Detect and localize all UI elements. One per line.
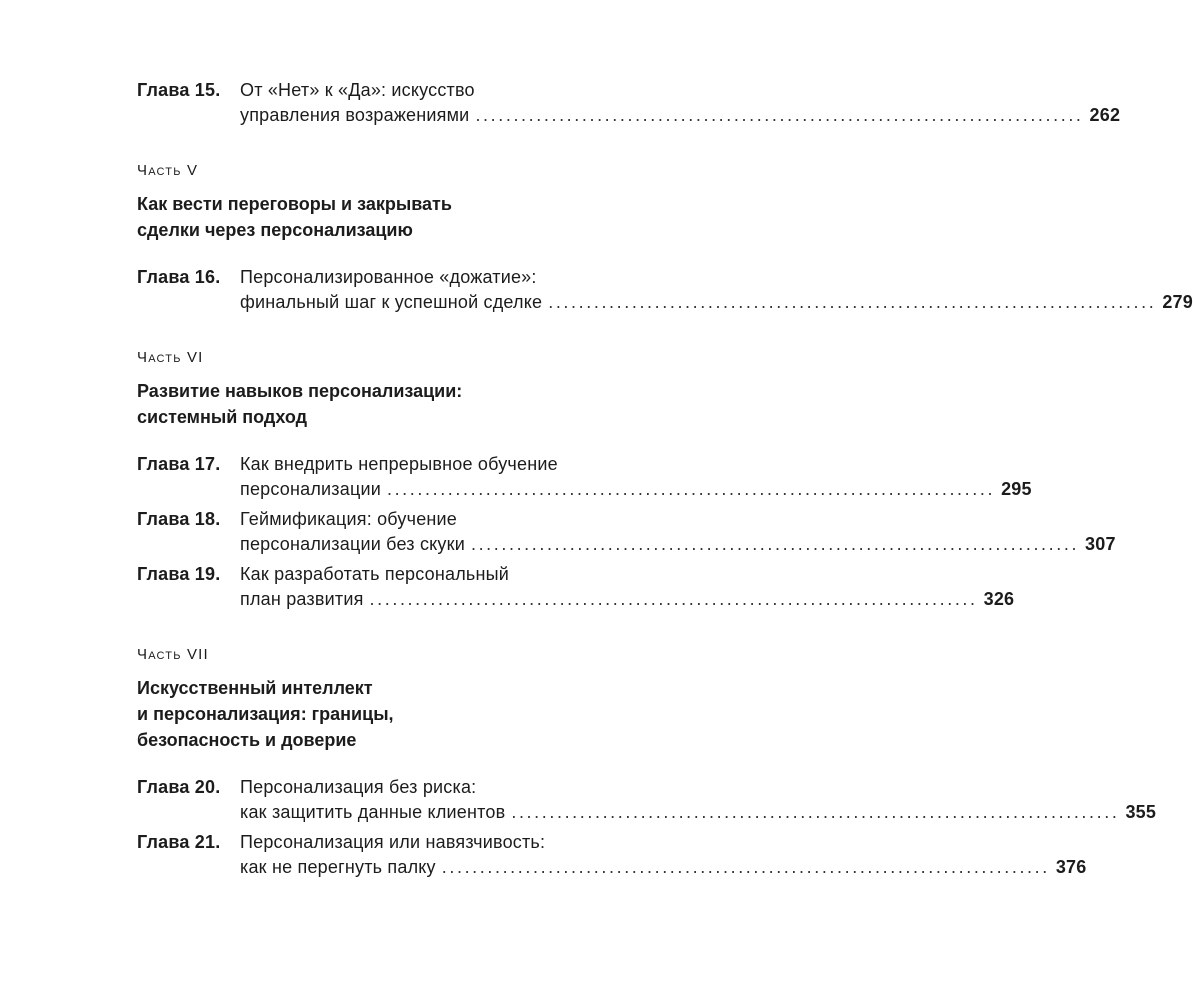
chapter-title-line1: Персонализированное «дожатие»:	[240, 267, 537, 287]
chapter-title-line2-row	[240, 290, 1193, 315]
part-label-6: Часть VI	[137, 349, 204, 366]
dot-leader: ................................................................................	[511, 802, 1120, 822]
chapter-title-block	[240, 452, 1032, 502]
part-label-5: Часть V	[137, 162, 199, 179]
chapter-title-line2-row	[240, 800, 1157, 825]
toc-entry-chapter-17[interactable]	[137, 452, 1032, 502]
chapter-title-line1: От «Нет» к «Да»: искусство	[240, 80, 475, 100]
chapter-label: Глава 19.	[137, 564, 221, 584]
chapter-title-block	[240, 830, 1087, 880]
part-title-7	[137, 675, 705, 753]
chapter-title-line1: Как внедрить непрерывное обучение	[240, 454, 558, 474]
chapter-title-line2: план развития	[240, 589, 364, 609]
dot-leader: ................................................................................	[475, 105, 1084, 125]
chapter-title-line2-row	[240, 103, 1121, 128]
part-title-6	[137, 378, 705, 430]
chapter-title-block	[240, 507, 1116, 557]
chapter-title-block	[240, 78, 1121, 128]
chapter-label: Глава 16.	[137, 267, 221, 287]
dot-leader: ................................................................................	[470, 534, 1080, 554]
page-number: 326	[983, 589, 1015, 609]
chapter-title-line1: Персонализация или навязчивость:	[240, 832, 546, 852]
chapter-label: Глава 21.	[137, 832, 221, 852]
part-label-7: Часть VII	[137, 646, 209, 663]
dot-leader: ................................................................................	[386, 479, 996, 499]
part-title-line1: Развитие навыков персонализации:	[137, 381, 463, 401]
chapter-title-line2: персонализации	[240, 479, 381, 499]
chapter-label: Глава 15.	[137, 80, 221, 100]
page-number: 262	[1089, 105, 1121, 125]
toc-entry-chapter-20[interactable]	[137, 775, 1157, 825]
chapter-title-line2: управления возражениями	[240, 105, 470, 125]
chapter-title-block	[240, 775, 1157, 825]
page-number: 307	[1085, 534, 1116, 554]
chapter-title-block	[240, 265, 1193, 315]
chapter-title-line2-row	[240, 532, 1116, 557]
part-title-line1: Как вести переговоры и закрывать	[137, 194, 452, 214]
page-number: 295	[1001, 479, 1032, 499]
page-number: 279	[1162, 292, 1193, 312]
toc-entry-chapter-21[interactable]	[137, 830, 1087, 880]
toc-entry-chapter-18[interactable]	[137, 507, 1116, 557]
part-title-line1: Искусственный интеллект	[137, 678, 373, 698]
toc-entry-chapter-15[interactable]	[137, 78, 1121, 128]
part-title-line2: и персонализация: границы,	[137, 704, 394, 724]
chapter-title-line1: Геймификация: обучение	[240, 509, 458, 529]
table-of-contents	[137, 78, 1193, 880]
chapter-title-line1: Персонализация без риска:	[240, 777, 477, 797]
page-number: 355	[1125, 802, 1157, 822]
toc-entry-chapter-19[interactable]	[137, 562, 1015, 612]
part-title-line3: безопасность и доверие	[137, 730, 357, 750]
chapter-title-line2-row	[240, 587, 1015, 612]
chapter-label: Глава 18.	[137, 509, 221, 529]
chapter-title-line2: финальный шаг к успешной сделке	[240, 292, 543, 312]
toc-entry-chapter-16[interactable]	[137, 265, 1193, 315]
part-title-line2: сделки через персонализацию	[137, 220, 413, 240]
chapter-title-line2: как защитить данные клиентов	[240, 802, 506, 822]
dot-leader: ................................................................................	[369, 589, 978, 609]
dot-leader: ................................................................................	[548, 292, 1157, 312]
chapter-title-line1: Как разработать персональный	[240, 564, 510, 584]
part-title-5	[137, 191, 705, 243]
chapter-title-line2: персонализации без скуки	[240, 534, 465, 554]
chapter-title-line2: как не перегнуть палку	[240, 857, 436, 877]
part-title-line2: системный подход	[137, 407, 308, 427]
chapter-label: Глава 20.	[137, 777, 221, 797]
chapter-title-line2-row	[240, 855, 1087, 880]
page-number: 376	[1055, 857, 1087, 877]
chapter-title-line2-row	[240, 477, 1032, 502]
chapter-title-block	[240, 562, 1015, 612]
chapter-label: Глава 17.	[137, 454, 221, 474]
dot-leader: ................................................................................	[441, 857, 1050, 877]
